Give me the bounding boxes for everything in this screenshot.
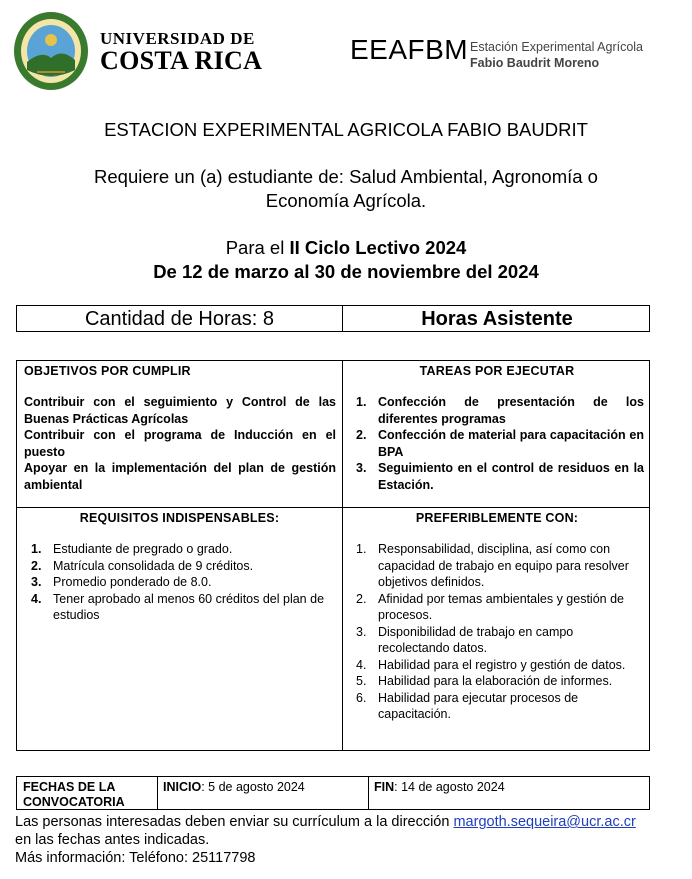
objective-item: Contribuir con el programa de Inducción en el puesto: [24, 428, 336, 459]
objective-item: Apoyar en la implementación del plan de gestión ambiental: [24, 461, 336, 492]
hours-quantity: Cantidad de Horas: 8: [84, 308, 274, 330]
requirements-list: [25, 541, 337, 624]
requirement-item: 2. Matrícula consolidada de 9 créditos.: [31, 558, 254, 573]
cycle-name: II Ciclo Lectivo 2024: [289, 237, 467, 258]
end-date: FIN: 14 de agosto 2024: [374, 780, 505, 794]
cycle-dates: De 12 de marzo al 30 de noviembre del 2024: [153, 261, 539, 282]
task-item: 1. Confección de presentación de los diferentes programas: [356, 395, 644, 426]
preference-item: 3. Disponibilidad de trabajo en campo recolectando datos.: [356, 624, 574, 655]
start-date: INICIO: 5 de agosto 2024: [163, 780, 305, 794]
footer-line1: Las personas interesadas deben enviar su currículum a la dirección margoth.sequeira@ucr.ac.cr: [15, 814, 636, 830]
dates-label: FECHAS DE LA CONVOCATORIA: [23, 780, 125, 809]
station-name-line1: Estación Experimental Agrícola: [470, 40, 644, 54]
requirement-line2: Economía Agrícola.: [265, 190, 427, 211]
preferences-list: [350, 541, 644, 723]
objectives-list: [24, 394, 336, 493]
objective-item: Contribuir con el seguimiento y Control de las Buenas Prácticas Agrícolas: [24, 395, 336, 426]
requirement-item: 3. Promedio ponderado de 8.0.: [31, 575, 212, 589]
task-item: 3. Seguimiento en el control de residuos en la Estación.: [356, 461, 644, 492]
requirements-header: REQUISITOS INDISPENSABLES:: [79, 511, 280, 525]
requirement-statement: [0, 165, 692, 213]
requirement-item: 1. Estudiante de pregrado o grado.: [31, 542, 233, 556]
preference-item: 1. Responsabilidad, disciplina, así como con capacidad de trabajo en equipo para resolver objetivos definidos.: [356, 542, 629, 589]
ucr-name-line2: COSTA RICA: [100, 46, 263, 75]
hours-type: Horas Asistente: [421, 308, 573, 330]
position-details-table: [16, 360, 650, 751]
task-item: 2. Confección de material para capacitación en BPA: [356, 428, 644, 459]
requirement-item: 4. Tener aprobado al menos 60 créditos del plan de estudios: [31, 591, 325, 622]
tasks-list: [350, 394, 644, 493]
footer-phone: Más información: Teléfono: 25117798: [15, 850, 256, 866]
ucr-name-line1: UNIVERSIDAD DE: [100, 29, 255, 48]
preferences-header: PREFERIBLEMENTE CON:: [415, 511, 579, 525]
call-dates-table: [16, 776, 650, 810]
cycle-prefix: Para el: [225, 237, 290, 258]
preference-item: 2. Afinidad por temas ambientales y gestión de procesos.: [356, 591, 624, 622]
preference-item: 4. Habilidad para el registro y gestión de datos.: [356, 657, 626, 672]
hours-table: [16, 305, 650, 332]
preference-item: 6. Habilidad para ejecutar procesos de capacitación.: [356, 690, 579, 721]
tasks-header: TAREAS POR EJECUTAR: [419, 364, 575, 378]
requirement-line1: Requiere un (a) estudiante de: Salud Ambiental, Agronomía o: [94, 166, 598, 187]
station-abbreviation: EEAFBM: [350, 34, 469, 65]
objectives-header: OBJETIVOS POR CUMPLIR: [24, 364, 191, 378]
document-title: ESTACION EXPERIMENTAL AGRICOLA FABIO BAUDRIT: [104, 119, 588, 140]
ucr-wordmark: [100, 30, 262, 74]
station-name-line2: Fabio Baudrit Moreno: [470, 56, 600, 70]
ucr-seal-logo: [12, 10, 90, 92]
academic-cycle: [0, 236, 692, 284]
preference-item: 5. Habilidad para la elaboración de informes.: [356, 674, 613, 688]
contact-email-link[interactable]: margoth.sequeira@ucr.ac.cr: [453, 814, 636, 830]
footer-line2: en las fechas antes indicadas.: [15, 832, 210, 848]
